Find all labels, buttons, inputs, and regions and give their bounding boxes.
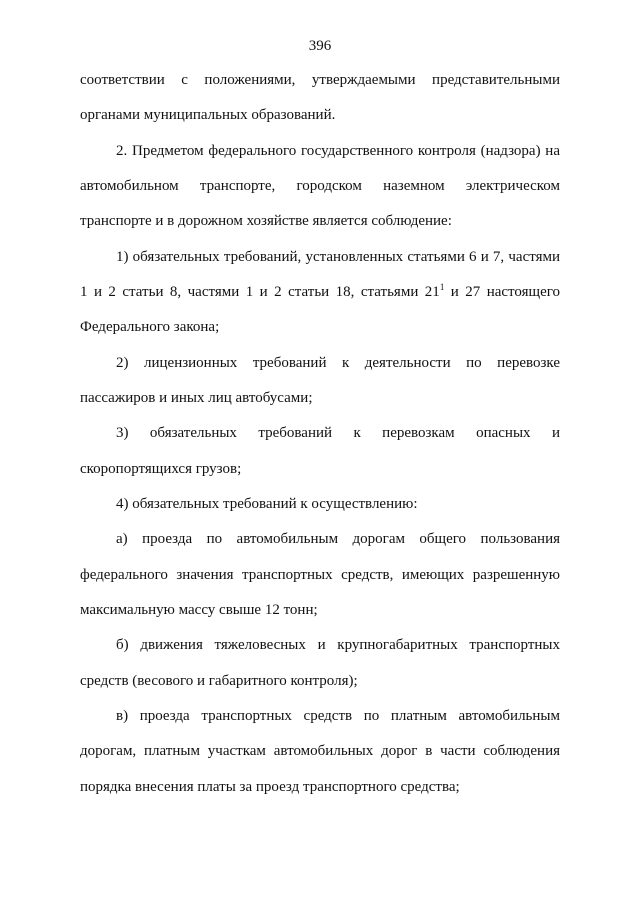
paragraph-start-line: 2. Предметом федерального государственного контроля (надзора) на — [116, 143, 560, 159]
text-line: средств (весового и габаритного контроля); — [80, 673, 358, 689]
page-number: 396 — [308, 38, 332, 54]
text-line: федерального значения транспортных средств, имеющих разрешенную — [80, 567, 560, 583]
paragraph-start-line: 3) обязательных требований к перевозкам опасных и — [116, 425, 560, 441]
text-line: соответствии с положениями, утверждаемыми представительными — [80, 72, 560, 88]
text-line: максимальную массу свыше 12 тонн; — [80, 602, 318, 618]
text-line: органами муниципальных образований. — [80, 107, 336, 123]
text-line: дорогам, платным участкам автомобильных дорог в части соблюдения — [80, 743, 560, 759]
text-line: порядка внесения платы за проезд транспортного средства; — [80, 779, 460, 795]
text-line: скоропортящихся грузов; — [80, 461, 242, 477]
paragraph-start-line: б) движения тяжеловесных и крупногабаритных транспортных — [116, 637, 560, 653]
paragraph-start-line: а) проезда по автомобильным дорогам общего пользования — [116, 531, 560, 547]
text-segment: 1 и 2 статьи 8, частями 1 и 2 статьи 18, статьями 21 — [80, 284, 440, 300]
text-line: автомобильном транспорте, городском наземном электрическом — [80, 178, 560, 194]
paragraph-start-line: 4) обязательных требований к осуществлению: — [116, 496, 418, 512]
text-line: Федерального закона; — [80, 319, 220, 335]
text-line: пассажиров и иных лиц автобусами; — [80, 390, 313, 406]
text-segment: и 27 настоящего — [444, 284, 561, 300]
text-line-with-superscript — [80, 283, 560, 301]
paragraph-start-line: 2) лицензионных требований к деятельности по перевозке — [116, 355, 560, 371]
text-line: транспорте и в дорожном хозяйстве является соблюдение: — [80, 213, 452, 229]
paragraph-start-line: в) проезда транспортных средств по платным автомобильным — [116, 708, 560, 724]
paragraph-start-line: 1) обязательных требований, установленных статьями 6 и 7, частями — [116, 249, 560, 265]
superscript: 1 — [439, 282, 445, 292]
